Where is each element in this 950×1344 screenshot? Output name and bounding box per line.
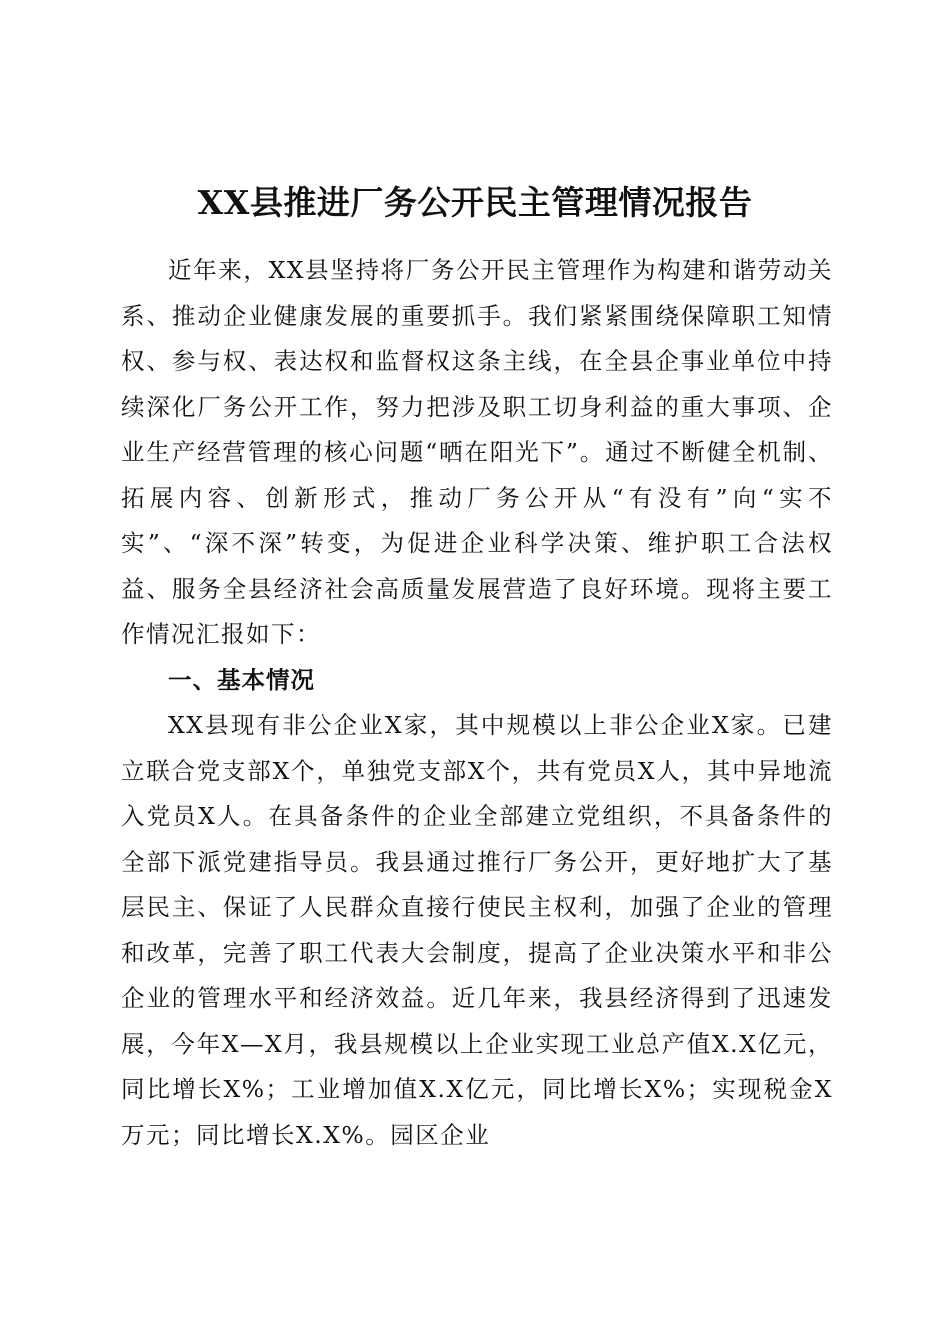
basic-situation-paragraph: XX县现有非公企业X家，其中规模以上非公企业X家。已建立联合党支部X个，单独党支部X个，共有党员X人，其中异地流入党员X人。在具备条件的企业全部建立党组织，不具备条件的全部下派党建指导员。我县通过推行厂务公开，更好地扩大了基层民主、保证了人民群众直接行使民主权利，加强了企业的管理和改革，完善了职工代表大会制度，提高了企业决策水平和非公企业的管理水平和经济效益。近几年来，我县经济得到了迅速发展，今年X—X月，我县规模以上企业实现工业总产值X.X亿元，同比增长X%；工业增加值X.X亿元，同比增长X%；实现税金X万元；同比增长X.X%。园区企业 xyxy=(121,711,833,1149)
section-heading-basic-situation: 一、基本情况 xyxy=(168,665,315,694)
document-body xyxy=(121,248,833,1158)
document-title: XX县推进厂务公开民主管理情况报告 xyxy=(197,183,753,222)
intro-paragraph: 近年来，XX县坚持将厂务公开民主管理作为构建和谐劳动关系、推动企业健康发展的重要抓手。我们紧紧围绕保障职工知情权、参与权、表达权和监督权这条主线，在全县企事业单位中持续深化厂务公开工作，努力把涉及职工切身利益的重大事项、企业生产经营管理的核心问题“晒在阳光下”。通过不断健全机制、拓展内容、创新形式，推动厂务公开从“有没有”向“实不实”、“深不深”转变，为促进企业科学决策、维护职工合法权益、服务全县经济社会高质量发展营造了良好环境。现将主要工作情况汇报如下： xyxy=(121,256,833,648)
